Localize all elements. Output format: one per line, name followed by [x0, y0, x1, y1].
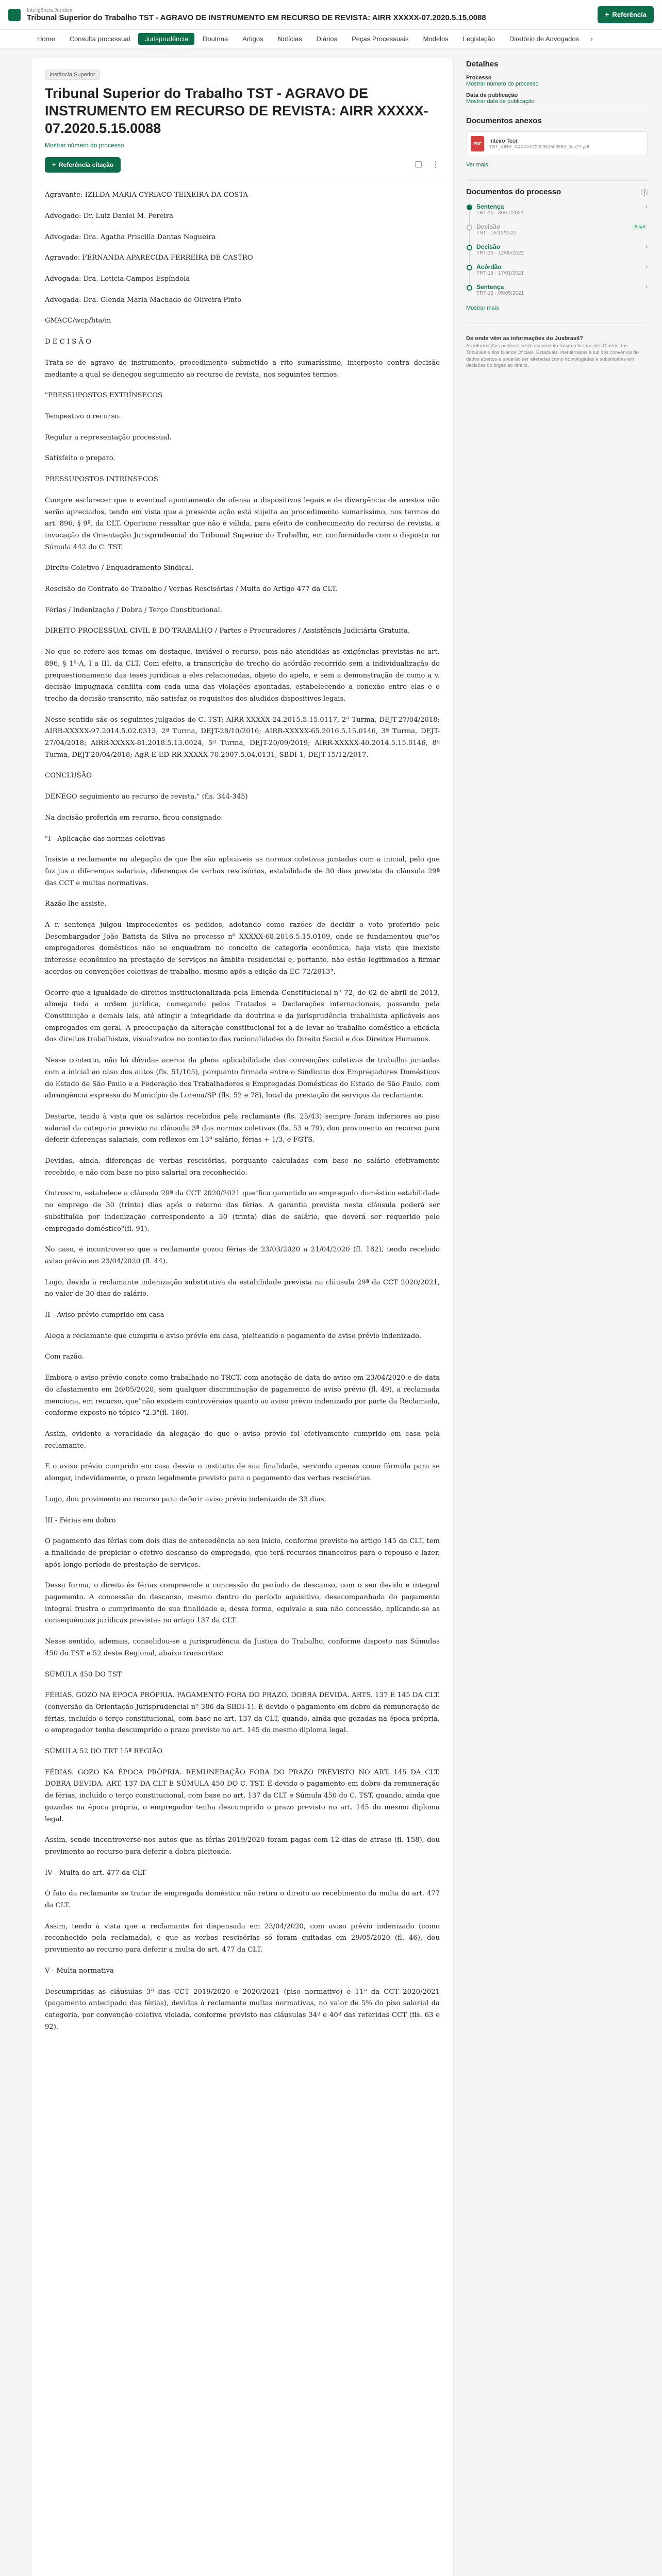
timeline-doc-date: TRT-15 · 05/05/2021 — [476, 291, 524, 296]
decision-paragraph: CONCLUSÃO — [45, 772, 92, 780]
nav-item-not-cias[interactable]: Notícias — [277, 35, 302, 43]
decision-paragraph: Rescisão do Contrato de Trabalho / Verbas Rescisórias / Multa do Artigo 477 da CLT. — [45, 585, 338, 594]
docs-header — [466, 187, 648, 197]
info-note-title: De onde vêm as informações do Jusbrasil? — [466, 335, 583, 342]
decision-paragraph: Nesse contexto, não há dúvidas acerca da plena aplicabilidade das convenções coletivas de trabalho juntadas com a inicial ao caso dos autos (fls. 51/105), porquanto firmada entre o Sindicato dos Empregadores Domésticos do Estado de São Paulo e a Federação dos Trabalhadores e Empregadas Domésticas do Estado de São Paulo, com abrangência expressa do Município de Lorena/SP (fls. 52 e 78), local da prestação de serviços da reclamante. — [45, 1057, 440, 1100]
instance-tag: Instância Superior — [45, 70, 100, 80]
timeline-row — [476, 263, 648, 270]
timeline-row — [476, 243, 648, 250]
chevron-right-icon: › — [646, 284, 648, 290]
top-bar-subtitle: Inteligência Jurídica — [27, 7, 73, 13]
plus-icon: + — [52, 161, 56, 169]
decision-paragraph: Trata-se de agravo de instrumento, procedimento submetido a rito sumaríssimo, interposto contra decisão mediante a qual se denegou seguimento ao recurso de revista, nos seguintes termos: — [45, 359, 440, 379]
attachment-file: TST_AIRR_XXXXX07202051500883_2ee27.pdf — [489, 144, 589, 149]
top-reference-button[interactable] — [598, 6, 654, 23]
docs-timeline-item[interactable] — [476, 243, 648, 256]
reference-citation-label: Referência citação — [59, 161, 114, 169]
decision-paragraph: PRESSUPOSTOS INTRÍNSECOS — [45, 476, 158, 484]
top-reference-label: Referência — [612, 11, 647, 19]
nav-item-consulta-processual[interactable]: Consulta processual — [69, 35, 130, 43]
decision-paragraph: O fato da reclamante se tratar de empregada doméstica não retira o direito ao recebimento da multa do art. 477 da CLT. — [45, 1890, 440, 1910]
document-panel — [31, 58, 454, 2576]
timeline-dot-icon — [467, 265, 472, 270]
decision-paragraph: "PRESSUPOSTOS EXTRÍNSECOS — [45, 392, 163, 400]
decision-paragraph: D E C I S Ã O — [45, 338, 92, 346]
more-options-icon[interactable]: ⋮ — [432, 161, 440, 170]
reference-citation-button[interactable] — [45, 157, 121, 173]
decision-paragraph: E o aviso prévio cumprido em casa desvia o instituto de sua finalidade, servindo apenas como fórmula para se alongar, indevidamente, o prazo legalmente previsto para o pagamento das verbas rescisórias. — [45, 1463, 440, 1483]
nav-item-doutrina[interactable]: Doutrina — [203, 35, 228, 43]
decision-paragraph: GMACC/wcp/hta/m — [45, 317, 111, 325]
docs-timeline-item[interactable] — [476, 283, 648, 296]
decision-paragraph: Cumpre esclarecer que o eventual apontamento de ofensa a dispositivos legais e de divergência de arestos não serão apreciados, tendo em vista que a presente ação está sujeita ao procedimento sumaríssimo, nos termos do art. 896, § 9º, da CLT. Oportuno ressaltar que não é válida, para efeito de conhecimento do recurso de revista, a invocação de Orientação Jurisprudencial do Tribunal Superior do Trabalho, em conformidade com o disposto na Súmula 442 do C. TST. — [45, 496, 440, 551]
decision-paragraph: Razão lhe assiste. — [45, 900, 107, 908]
decision-paragraph: No caso, é incontroverso que a reclamante gozou férias de 23/03/2020 a 21/04/2020 (fl. 182), tendo recebido aviso prévio em 23/04/2020 (fl. 44). — [45, 1246, 440, 1265]
details-title: Detalhes — [466, 60, 499, 69]
decision-paragraph: Descumpridas as cláusulas 3ª das CCT 2019/2020 e 2020/2021 (piso normativo) e 11ª da CCT 2020/2021 (pagamento antecipado das férias), devidas à reclamante multas normativas, no valor de 5% do piso salarial da categoria, por convenção coletiva violada, conforme previsto nas cláusulas 34ª e 40ª das referidas CCT (fls. 63 e 92). — [45, 1988, 440, 2031]
decision-paragraph: Com razão. — [45, 1353, 84, 1361]
process-label: Processo — [466, 75, 492, 81]
timeline-doc-date: TRT-15 · 17/01/2021 — [476, 270, 524, 276]
decision-paragraph: Nesse sentido, ademais, consolidou-se a jurisprudência da Justiça do Trabalho, conforme disposto nas Súmulas 450 do TST e 52 deste Regional, abaixo transcritas: — [45, 1638, 440, 1657]
info-note-text: As informações públicas neste documento foram retiradas dos Diários dos Tribunais e dos Diários Oficiais, Estaduais, identificadas à luz dos convênios de dados abertos e poderão ser alteradas como homologadas e substituídas em decisões do órgão ao direito. — [466, 343, 639, 369]
timeline-dot-icon — [467, 245, 472, 250]
timeline-row — [476, 203, 648, 210]
process-value-link[interactable]: Mostrar número do processo — [466, 81, 539, 87]
nav-scroll-right-icon[interactable]: › — [590, 35, 593, 43]
decision-paragraph: Ocorre que a igualdade de direitos institucionalizada pela Emenda Constitucional nº 72, de 02 de abril de 2013, almeja toda a ordem jurídica, começando pelos Tratados e Declarações internacionais, passando pela Constituição e demais leis, até atingir a integridade da doutrina e da jurisprudência trabalhista aplicáveis aos empregados em geral. A preocupação da alteração constitucional foi a de levar ao trabalho doméstico a eficácia dos direitos trabalhistas, visualizados no contexto das racionalidades do Direito Social e dos Direitos Humanos. — [45, 989, 440, 1044]
decision-paragraph: Na decisão proferida em recurso, ficou consignado: — [45, 814, 223, 822]
decision-paragraph: Logo, dou provimento ao recurso para deferir aviso prévio indenizado de 33 dias. — [45, 1495, 326, 1503]
docs-timeline-item[interactable] — [476, 263, 648, 276]
nav-item-diret-rio-de-advogados[interactable]: Diretório de Advogados — [509, 35, 580, 43]
divider — [466, 180, 648, 181]
decision-paragraph: A r. sentença julgou improcedentes os pedidos, adotando como razões de decidir o voto proferido pelo Desembargador João Batista da Silva no processo nº XXXXX-68.2016.5.15.0109, onde se fundamentou que"os empregadores domésticos não se enquadram no conceito de categoria econômica, haja vista que inexiste interesse econômico na prestação de serviços no âmbito residencial e, portanto, não estão legitimados a firmar acordos ou convenções coletivas de trabalho, mesmo após a edição da EC 72/2013". — [45, 921, 440, 976]
docs-timeline-item[interactable] — [476, 203, 648, 216]
decision-paragraph: FÉRIAS. GOZO NA ÉPOCA PRÓPRIA. PAGAMENTO FORA DO PRAZO. DOBRA DEVIDA. ARTS. 137 E 145 DA CLT. (conversão da Orientação Jurisprudencial nº 386 da SBDI-1). É devido o pagamento em dobro da remuneração de férias, incluído o terço constitucional, com base no art. 137 da CLT, quando, ainda que gozadas na época própria, o empregador tenha descumprido o prazo previsto no art. 145 do mesmo diploma legal. — [45, 1691, 440, 1735]
timeline-doc-name: Decisão — [476, 243, 501, 250]
decision-paragraph: Agravante: IZILDA MARIA CYRIACO TEIXEIRA DA COSTA — [45, 191, 249, 199]
timeline-dot-icon — [467, 285, 472, 291]
timeline-doc-date: TST · 16/12/2022 — [476, 230, 517, 236]
decision-paragraph: Advogada: Dra. Agatha Priscilla Dantas Nogueira — [45, 233, 216, 241]
decision-paragraph: Advogada: Dra. Glenda Maria Machado de Oliveira Pinto — [45, 296, 242, 304]
chevron-right-icon: › — [646, 264, 648, 270]
decision-paragraph: No que se refere aos temas em destaque, inviável o recurso, pois não atendidas as exigências previstas no art. 896, § 1º-A, I a III, da CLT. Com efeito, a transcrição do trecho do acórdão recorrido sem a individualização do prequestionamento das teses jurídicas a eles relacionadas, objeto do apelo, e sem a demonstração de como a v. decisão impugnada conflita com cada uma das violações apontadas, estabelecendo a conexão entre elas e o trecho da decisão transcrito, não satisfaz os requisitos dos aludidos dispositivos legais. — [45, 648, 440, 703]
nav-item-jurisprud-ncia[interactable]: Jurisprudência — [138, 33, 194, 45]
document-title: Tribunal Superior do Trabalho TST - AGRAVO DE INSTRUMENTO EM RECURSO DE REVISTA: AIRR XXXXX-07.2020.5.15.0088 — [45, 86, 428, 136]
see-more-link[interactable]: Ver mais — [466, 162, 488, 168]
decision-paragraph: Satisfeito o preparo. — [45, 454, 115, 463]
decision-paragraph: Outrossim, estabelece a cláusula 29ª da CCT 2020/2021 que"fica garantido ao empregado doméstico estabilidade no emprego de 30 (trinta) dias após o retorno das férias. A garantia prevista nesta cláusula poderá ser substituída por indenização correspondente a 30 (trinta) dias de salário, que deverá ser requerido pelo empregado doméstico"(fl. 91). — [45, 1190, 440, 1233]
timeline-doc-name: Sentença — [476, 283, 504, 291]
decision-paragraph: "I - Aplicação das normas coletivas — [45, 835, 166, 843]
timeline-doc-name: Acórdão — [476, 263, 502, 270]
info-icon[interactable]: ⓘ — [640, 189, 648, 196]
decision-text — [45, 190, 440, 2033]
chevron-right-icon: › — [646, 204, 648, 210]
timeline-doc-date: TRT-15 · 30/11/2023 — [476, 210, 524, 216]
decision-paragraph: DIREITO PROCESSUAL CIVIL E DO TRABALHO / Partes e Procuradores / Assistência Judiciária Gratuita. — [45, 627, 410, 635]
decision-paragraph: Nesse sentido são os seguintes julgados do C. TST: AIRR-XXXXX-24.2015.5.15.0117, 2ª Turma, DEJT-27/04/2018; AIRR-XXXXX-97.2014.5.02.0313, 2ª Turma, DEJT-28/10/2016; AIRR-XXXXX-65.2016.5.15.0146, 3ª Turma, DEJT-27/04/2018; AIRR-XXXXX-81.2018.5.13.0024, 5ª Turma, DEJT-20/09/2019; AIRR-XXXXX-40.2014.5.15.0146, 8ª Turma, DEJT-20/04/2018; AgR-E-ED-RR-XXXXX-70.2007.5.04.0131, SBDI-1, DEJT-15/12/2017. — [45, 716, 440, 759]
nav-item-pe-as-processuais[interactable]: Peças Processuais — [352, 35, 409, 43]
decision-paragraph: Logo, devida à reclamante indenização substitutiva da estabilidade prevista na cláusula 29ª da CCT 2020/2021, no valor de 30 dias de salário. — [45, 1278, 440, 1298]
decision-paragraph: Direito Coletivo / Enquadramento Sindical. — [45, 564, 194, 572]
attachments-title: Documentos anexos — [466, 116, 542, 125]
top-bar — [0, 0, 662, 30]
decision-paragraph: II - Aviso prévio cumprido em casa — [45, 1311, 164, 1319]
timeline-dot-icon — [467, 205, 472, 210]
decision-paragraph: Agravado: FERNANDA APARECIDA FERREIRA DE CASTRO — [45, 254, 253, 262]
show-process-link[interactable]: Mostrar número do processo — [45, 142, 124, 149]
chevron-right-icon: › — [646, 244, 648, 250]
bookmark-icon[interactable]: ☐ — [415, 161, 422, 170]
decision-paragraph: Advogada: Dra. Leticia Campos Espíndola — [45, 275, 190, 283]
jusbrasil-logo-icon[interactable] — [8, 9, 21, 21]
nav-item-home[interactable]: Home — [37, 35, 55, 43]
publication-value-link[interactable]: Mostrar data de publicação — [466, 98, 535, 105]
nav-item-di-rios[interactable]: Diários — [316, 35, 338, 43]
decision-paragraph: Destarte, tendo à vista que os salários recebidos pela reclamante (fls. 25/43) sempre foram inferiores ao piso salarial da categoria previsto na cláusula 3ª das normas coletivas (fls. 53 e 79), dou provimento ao recurso para deferir diferenças salariais, com reflexos em 13º salário, férias + 1/3, e FGTS. — [45, 1112, 440, 1144]
timeline-doc-name: Decisão — [476, 223, 501, 230]
top-bar-title: Tribunal Superior do Trabalho TST - AGRAVO DE INSTRUMENTO EM RECURSO DE REVISTA: AIRR XXXXX-07.2020.5.15.0088 — [27, 13, 486, 22]
document-actions — [415, 160, 440, 170]
decision-paragraph: Regular a representação processual. — [45, 433, 172, 442]
attachment-item[interactable] — [466, 131, 648, 156]
attachment-name: Inteiro Teor — [489, 138, 518, 144]
current-badge: Atual — [632, 224, 648, 230]
decision-paragraph: III - Férias em dobro — [45, 1516, 116, 1524]
sidebar — [466, 58, 648, 2576]
decision-paragraph: Insiste a reclamante na alegação de que lhe são aplicáveis as normas coletivas juntadas com a inicial, pelo que faz jus a diferenças salariais, diferenças de verbas rescisórias, estabilidade de 30 dias prevista da cláusula 29ª das CCT e multas normativas. — [45, 856, 440, 887]
decision-paragraph: SÚMULA 52 DO TRT 15ª REGIÃO — [45, 1748, 163, 1756]
decision-paragraph: V - Multa normativa — [45, 1967, 114, 1975]
timeline-row — [476, 283, 648, 291]
nav-item-legisla-o[interactable]: Legislação — [462, 35, 495, 43]
decision-paragraph: Alega a reclamante que cumpriu o aviso prévio em casa, pleiteando o pagamento de aviso prévio indenizado. — [45, 1332, 422, 1340]
page-layout — [0, 48, 662, 2576]
main-nav — [0, 30, 662, 48]
timeline-dot-icon — [467, 225, 472, 230]
reference-row — [45, 157, 440, 173]
decision-paragraph: Dessa forma, o direito às férias compreende a concessão do período de descanso, com o seu devido e integral pagamento. A concessão do descanso, mesmo dentro do período aquisitivo, desacompanhada do pagamento integral frustra o cumprimento de sua finalidade e, dessa forma, equivale a sua não concessão, aplicando-se as consequências jurídicas previstas no artigo 137 da CLT. — [45, 1582, 440, 1625]
plus-icon: + — [604, 10, 609, 19]
show-more-link[interactable]: Mostrar mais — [466, 305, 499, 311]
decision-paragraph: Assim, sendo incontroverso nos autos que as férias 2019/2020 foram pagas com 12 dias de atraso (fl. 158), dou provimento ao recurso para deferir a dobra pleiteada. — [45, 1836, 440, 1856]
decision-paragraph: Embora o aviso prévio conste como trabalhado no TRCT, com anotação de data do aviso em 23/04/2020 e de data do afastamento em 26/05/2020, sem qualquer discriminação de pagamento de aviso prévio (fl. 49), a reclamada menciona, em recurso, que"não existem controvérsias quanto ao aviso prévio indenizado por parte da Reclamada, conforme exposto no tópico "2.3"(fl. 160). — [45, 1374, 440, 1417]
decision-paragraph: O pagamento das férias com dois dias de antecedência ao seu início, conforme previsto no artigo 145 da CLT, tem a finalidade de propiciar o efetivo descanso do empregado, que terá recursos financeiros para o repouso e lazer, após longo período de prestação de serviços. — [45, 1537, 440, 1569]
decision-paragraph: Férias / Indenização / Dobra / Terço Constitucional. — [45, 606, 222, 614]
timeline-row — [476, 223, 648, 230]
decision-paragraph: Assim, tendo à vista que a reclamante foi dispensada em 23/04/2020, com aviso prévio indenizado (como reconhecido pela reclamada), e que as verbas rescisórias só foram quitadas em 29/05/2020 (fl. 46), dou provimento ao recurso para deferir a multa do art. 477 da CLT. — [45, 1922, 440, 1954]
decision-paragraph: Tempestivo o recurso. — [45, 412, 121, 420]
decision-paragraph: Devidas, ainda, diferenças de verbas rescisórias, porquanto calculadas com base no salário efetivamente recebido, e não com base no piso salarial ora reconhecido. — [45, 1157, 440, 1177]
nav-item-artigos[interactable]: Artigos — [242, 35, 263, 43]
decision-paragraph: Assim, evidente a veracidade da alegação de que o aviso prévio foi efetivamente cumprido em casa pela reclamante. — [45, 1430, 440, 1450]
decision-paragraph: DENEGO seguimento ao recurso de revista." (fls. 344-345) — [45, 793, 248, 801]
nav-item-modelos[interactable]: Modelos — [423, 35, 449, 43]
publication-label: Data de publicação — [466, 92, 518, 98]
decision-paragraph: Advogado: Dr. Luiz Daniel M. Pereira — [45, 212, 173, 220]
docs-timeline-item[interactable] — [476, 223, 648, 236]
top-bar-text — [27, 8, 591, 22]
decision-paragraph: IV - Multa do art. 477 da CLT — [45, 1869, 146, 1877]
pdf-icon: PDF — [471, 136, 484, 151]
decision-paragraph: SÚMULA 450 DO TST — [45, 1670, 122, 1679]
docs-title: Documentos do processo — [466, 188, 561, 196]
timeline-doc-date: TRT-15 · 12/05/2022 — [476, 250, 524, 256]
attachment-text — [489, 138, 589, 149]
docs-timeline — [466, 203, 648, 296]
timeline-doc-name: Sentença — [476, 203, 504, 210]
decision-paragraph: FÉRIAS. GOZO NA ÉPOCA PRÓPRIA. REMUNERAÇÃO FORA DO PRAZO PREVISTO NO ART. 145 DA CLT. DOBRA DEVIDA. ART. 137 DA CLT E SÚMULA 450 DO C. TST. É devido o pagamento em dobro da remuneração de férias, incluído o terço constitucional, com base no art. 137 da CLT e Súmula 450 do C. TST, quando, ainda que gozadas na época própria, o empregador tenha descumprido o prazo previsto no art. 145 do mesmo diploma legal. — [45, 1768, 440, 1823]
